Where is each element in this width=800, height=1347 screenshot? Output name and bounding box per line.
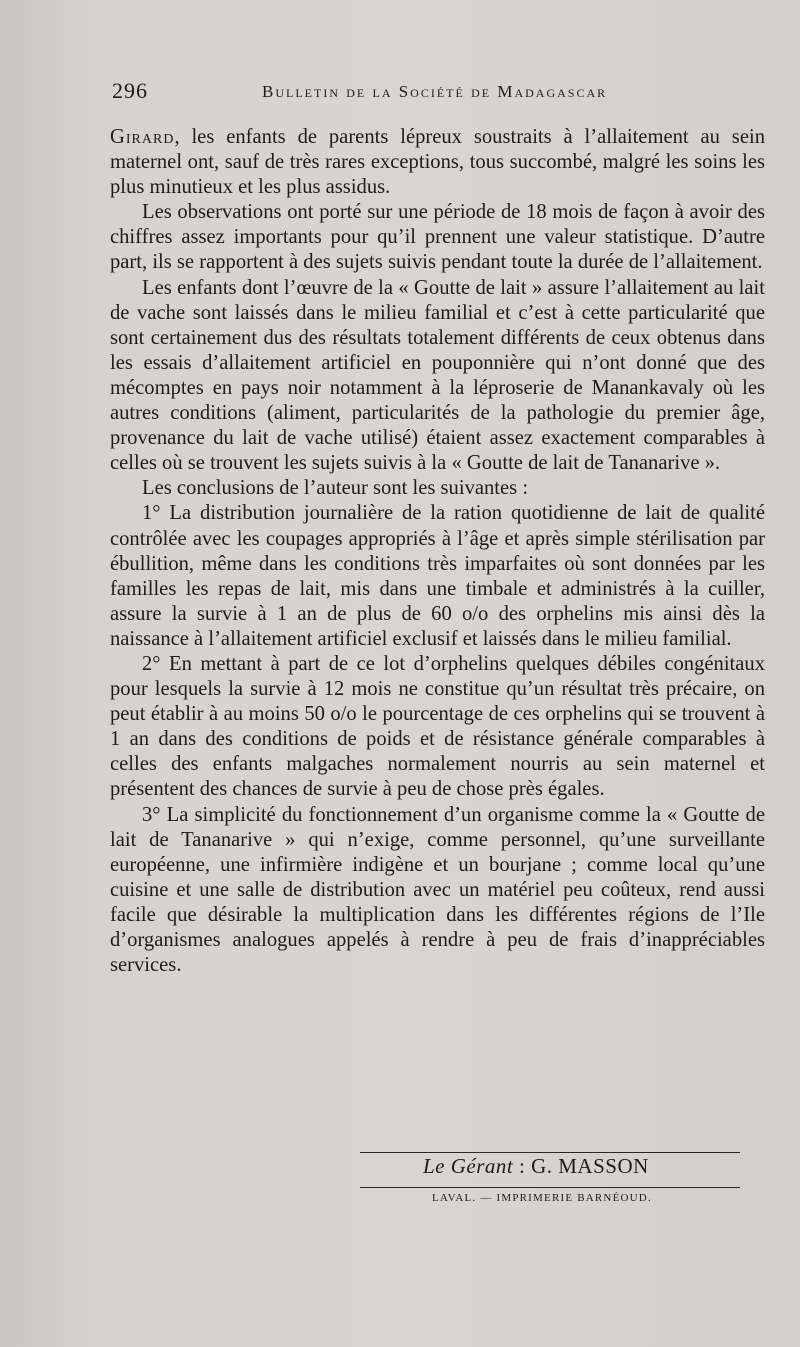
signature-rule-bottom xyxy=(360,1187,740,1188)
paragraph-3: Les enfants dont l’œuvre de la « Goutte de lait » assure l’allaitement au lait de vache sont laissés dans le milieu familial et c’est à cette particularité que sont certainement dus des résultats totalement différents de ceux obtenus dans les essais d’allaitement artificiel en pouponnière qui n’ont donné que des mécomptes en pays noir notamment à la léproserie de Manankavaly où les autres conditions (aliment, particularités de la pathologie du premier âge, provenance du lait de vache utilisé) étaient assez exactement comparables à celles où se trouvent les sujets suivis à la « Goutte de lait de Tananarive ». xyxy=(110,276,765,475)
conclusion-1: 1° La distribution journalière de la ration quotidienne de lait de qualité contrôlée avec les coupages appropriés à l’âge et après simple stérilisation par ébullition, même dans les conditions très imparfaites où sont données par les familles les repas de lait, mis dans une timbale et administrés à la cuiller, assure la survie à 1 an de plus de 60 o/o des orphelins mis ainsi dès la naissance à l’allaitement artificiel exclusif et laissés dans le milieu familial. xyxy=(110,502,765,650)
signature-separator: : xyxy=(513,1154,532,1178)
signature-line xyxy=(423,1154,649,1179)
paragraph-1 xyxy=(110,125,765,200)
signature-title: Le Gérant xyxy=(423,1154,514,1178)
paragraph-1-text: , les enfants de parents lépreux soustraits à l’allaitement au sein maternel ont, sauf de très rares exceptions, tous succombé, malgré les soins les plus minutieux et les plus assidus. xyxy=(110,126,765,199)
journal-title: Bulletin de la Société de Madagascar xyxy=(262,82,608,101)
conclusion-2: 2° En mettant à part de ce lot d’orphelins quelques débiles congénitaux pour lesquels la survie à 12 mois ne constitue qu’un résultat très précaire, on peut établir à au moins 50 o/o le pourcentage de ces orphelins qui se trouvent à 1 an dans des conditions de poids et de résistance générale comparables à celles des enfants malgaches normalement nourris au sein maternel et présentent des chances de survie à peu de chose près égales. xyxy=(110,652,765,801)
printer-imprint: LAVAL. — IMPRIMERIE BARNÉOUD. xyxy=(432,1192,652,1204)
author-name: Girard xyxy=(110,126,175,148)
paragraph-2: Les observations ont porté sur une période de 18 mois de façon à avoir des chiffres assez importants pour qu’il prennent une valeur statistique. D’autre part, ils se rapportent à des sujets suivis pendant toute la durée de l’allaitement. xyxy=(110,201,765,274)
signature-name: G. MASSON xyxy=(531,1154,649,1178)
paragraph-4: Les conclusions de l’auteur sont les suivantes : xyxy=(142,477,529,500)
conclusion-3: 3° La simplicité du fonctionnement d’un organisme comme la « Goutte de lait de Tananarive » qui n’exige, comme personnel, qu’une surveillante européenne, une infirmière indigène et un bourjane ; comme local qu’une cuisine et une salle de distribution avec un matériel peu coûteux, rend aussi facile que désirable la multiplication dans les différentes régions de l’Ile d’organismes analogues appelés à rendre à peu de frais d’inappréciables services. xyxy=(110,803,765,977)
article-body xyxy=(110,125,765,978)
running-head xyxy=(112,78,762,114)
page-number: 296 xyxy=(112,78,148,103)
signature-rule-top xyxy=(360,1152,740,1153)
